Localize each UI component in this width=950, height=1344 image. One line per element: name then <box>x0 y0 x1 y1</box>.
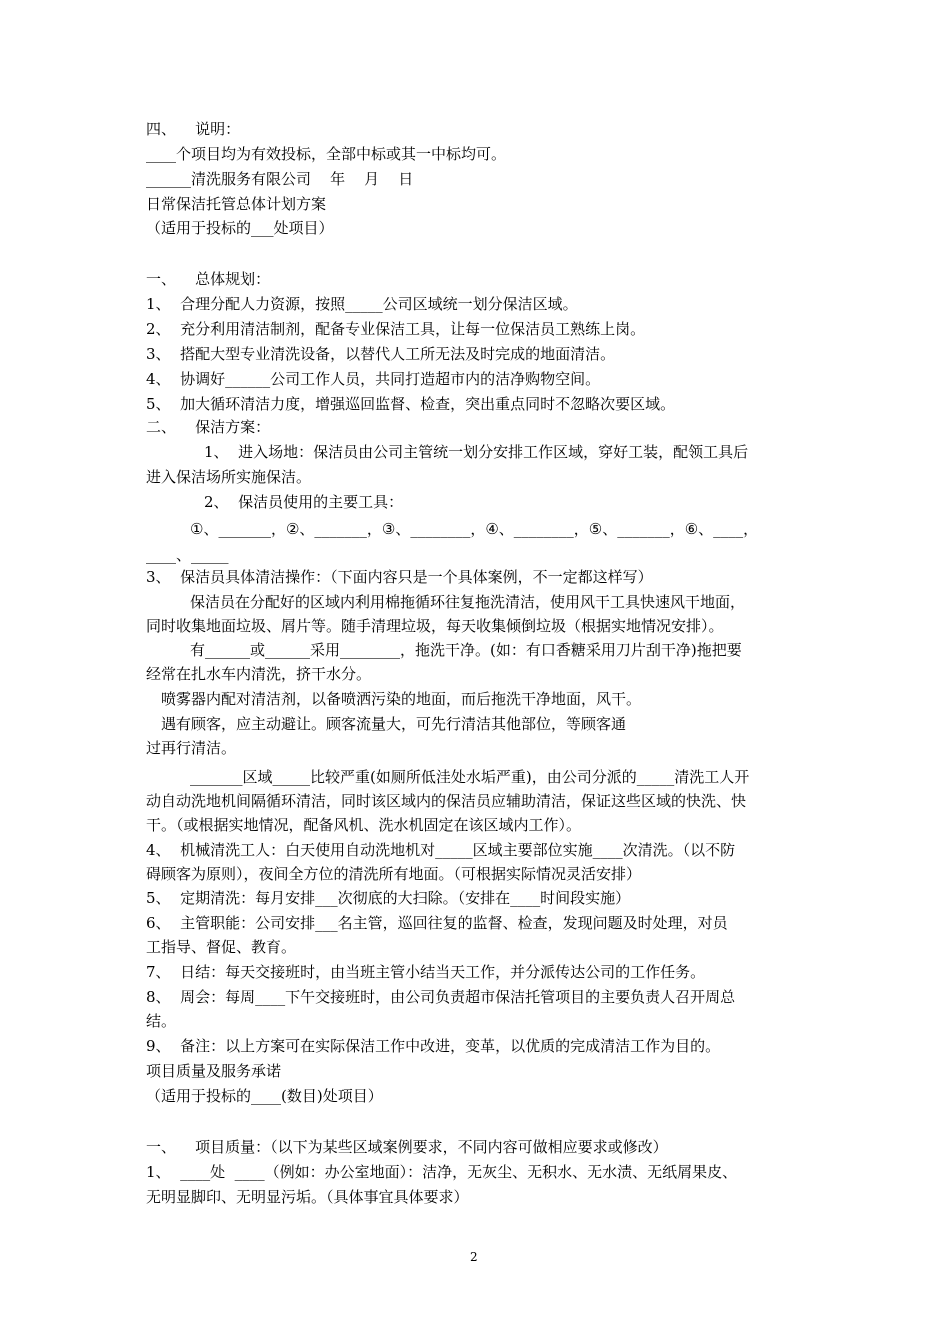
paragraph-line: 过再行清洁。 <box>146 739 237 757</box>
section-heading: 一、 项目质量：（以下为某些区域案例要求，不同内容可做相应要求或修改） <box>146 1138 668 1156</box>
quality-subtitle: （适用于投标的____(数目)处项目） <box>146 1087 383 1105</box>
list-item: 3、 保洁员具体清洁操作：（下面内容只是一个具体案例，不一定都这样写） <box>146 568 653 586</box>
list-item: 4、 机械清洗工人：白天使用自动洗地机对_____区域主要部位实施____次清洗。（以不防 <box>146 841 736 859</box>
section-4-heading: 四、 说明： <box>146 120 241 138</box>
list-item: 6、 主管职能：公司安排___名主管，巡回往复的监督、检查，发现问题及时处理，对员 <box>146 914 728 932</box>
paragraph-line: 遇有顾客，应主动避让。顾客流量大，可先行清洁其他部位，等顾客通 <box>161 715 627 733</box>
plan-subtitle: （适用于投标的___处项目） <box>146 219 334 237</box>
section-heading: 一、 总体规划： <box>146 270 271 288</box>
tools-list: ①、_______，②、_______，③、________，④、________，⑤、_______，⑥、____， <box>190 520 759 538</box>
list-item: 7、 日结：每天交接班时，由当班主管小结当天工作，并分派传达公司的工作任务。 <box>146 963 706 981</box>
text-line: ____个项目均为有效投标，全部中标或其一中标均可。 <box>146 145 507 163</box>
list-item: 2、 充分利用清洁制剂，配备专业保洁工具，让每一位保洁员工熟练上岗。 <box>146 320 646 338</box>
paragraph-line: 工指导、督促、教育。 <box>146 938 297 956</box>
paragraph-line: 保洁员在分配好的区域内利用棉拖循环往复拖洗清洁，使用风干工具快速风干地面， <box>190 593 746 611</box>
list-item: 9、 备注：以上方案可在实际保洁工作中改进，变革，以优质的完成清洁工作为目的。 <box>146 1037 721 1055</box>
paragraph-line: 经常在扎水车内清洗，挤干水分。 <box>146 665 372 683</box>
paragraph-line: 无明显脚印、无明显污垢。（具体事宜具体要求） <box>146 1188 469 1206</box>
tools-list: ____、_____ <box>146 546 229 564</box>
page-number: 2 <box>470 1250 478 1264</box>
paragraph-line: 干。（或根据实地情况，配备风机、洗水机固定在该区域内工作）。 <box>146 816 582 834</box>
list-item: 8、 周会：每周____下午交接班时，由公司负责超市保洁托管项目的主要负责人召开周总 <box>146 988 736 1006</box>
paragraph-line: 同时收集地面垃圾、屑片等。随手清理垃圾，每天收集倾倒垃圾（根据实地情况安排）。 <box>146 617 724 635</box>
list-item: 5、 定期清洗：每月安排___次彻底的大扫除。（安排在____时间段实施） <box>146 889 631 907</box>
list-item: 4、 协调好______公司工作人员，共同打造超市内的洁净购物空间。 <box>146 370 601 388</box>
paragraph-line: 1、 进入场地：保洁员由公司主管统一划分安排工作区域，穿好工装，配领工具后 <box>204 443 749 461</box>
paragraph-line: 喷雾器内配对清洁剂，以备喷洒污染的地面，而后拖洗干净地面，风干。 <box>161 690 642 708</box>
paragraph-line: 2、 保洁员使用的主要工具： <box>204 493 404 511</box>
plan-title: 日常保洁托管总体计划方案 <box>146 195 327 213</box>
paragraph-line: _______区域_____比较严重(如厕所低洼处水垢严重)，由公司分派的_____清洗工人开 <box>190 768 750 786</box>
paragraph-line: 结。 <box>146 1012 177 1030</box>
list-item: 3、 搭配大型专业清洗设备，以替代人工所无法及时完成的地面清洁。 <box>146 345 616 363</box>
paragraph-line: 有______或______采用________，拖洗干净。(如：有口香糖采用刀片刮干净)拖把要 <box>190 641 742 659</box>
list-item: 5、 加大循环清洁力度，增强巡回监督、检查，突出重点同时不忽略次要区域。 <box>146 395 676 413</box>
quality-title: 项目质量及服务承诺 <box>146 1062 282 1080</box>
section-heading: 二、 保洁方案： <box>146 418 271 436</box>
paragraph-line: 碍顾客为原则），夜间全方位的清洗所有地面。（可根据实际情况灵活安排） <box>146 865 642 883</box>
paragraph-line: 动自动洗地机间隔循环清洁，同时该区域内的保洁员应辅助清洁，保证这些区域的快洗、快 <box>146 792 747 810</box>
paragraph-line: 进入保洁场所实施保洁。 <box>146 468 312 486</box>
list-item: 1、 合理分配人力资源，按照_____公司区域统一划分保洁区域。 <box>146 295 578 313</box>
text-line: ______清洗服务有限公司 年 月 日 <box>146 170 414 188</box>
list-item: 1、 ____处 ____（例如：办公室地面）：洁净，无灰尘、无积水、无水渍、无纸屑果皮、 <box>146 1163 738 1181</box>
